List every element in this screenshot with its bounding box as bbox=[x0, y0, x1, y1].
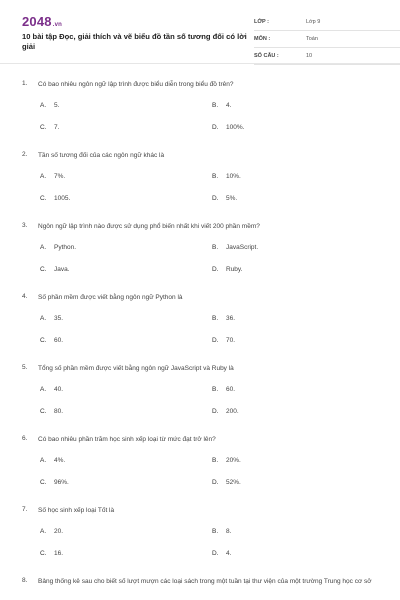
question-number: 7. bbox=[22, 506, 28, 513]
answer-option[interactable] bbox=[40, 337, 63, 344]
meta-row-grade bbox=[254, 16, 400, 31]
answer-option[interactable] bbox=[212, 266, 243, 273]
option-text: Java. bbox=[54, 266, 70, 273]
header-divider bbox=[0, 63, 400, 64]
question-text: Tổng số phần mềm được viết bằng ngôn ngữ JavaScript và Ruby là bbox=[38, 365, 234, 372]
option-text: 36. bbox=[226, 315, 236, 322]
option-text: 4%. bbox=[54, 457, 66, 464]
meta-table bbox=[254, 16, 400, 67]
answer-option[interactable] bbox=[40, 173, 65, 180]
option-text: 4. bbox=[226, 102, 232, 109]
option-letter: C. bbox=[40, 124, 47, 131]
option-letter: B. bbox=[212, 386, 219, 393]
question-number: 1. bbox=[22, 80, 28, 87]
question-text: Bảng thống kê sau cho biết số lượt mượn các loại sách trong một tuần tại thư viện của một trường Trung học cơ sở bbox=[38, 578, 372, 585]
meta-label: SỐ CÂU : bbox=[254, 53, 279, 59]
question-text: Số phần mềm được viết bằng ngôn ngữ Python là bbox=[38, 294, 183, 301]
question-number: 3. bbox=[22, 222, 28, 229]
option-text: 10%. bbox=[226, 173, 241, 180]
option-text: JavaScript. bbox=[226, 244, 259, 251]
option-letter: B. bbox=[212, 173, 219, 180]
answer-option[interactable] bbox=[212, 457, 241, 464]
option-text: 96%. bbox=[54, 479, 69, 486]
option-letter: A. bbox=[40, 315, 47, 322]
logo-domain: .vn bbox=[52, 22, 63, 28]
question-text: Tần số tương đối của các ngôn ngữ khác là bbox=[38, 152, 165, 159]
option-text: 1005. bbox=[54, 195, 71, 202]
meta-label: MÔN : bbox=[254, 36, 271, 42]
option-text: 7%. bbox=[54, 173, 66, 180]
option-text: 100%. bbox=[226, 124, 245, 131]
question-text: Có bao nhiêu phần trăm học sinh xếp loại từ mức đạt trở lên? bbox=[38, 436, 216, 443]
answer-option[interactable] bbox=[40, 195, 70, 202]
question-text: Có bao nhiêu ngôn ngữ lập trình được biểu diễn trong biểu đồ trên? bbox=[38, 81, 234, 88]
answer-option[interactable] bbox=[40, 550, 63, 557]
page-title: 10 bài tập Đọc, giải thích và vẽ biểu đồ tần số tương đối có lời giải bbox=[22, 32, 247, 51]
answer-option[interactable] bbox=[40, 408, 63, 415]
worksheet-header bbox=[22, 14, 382, 58]
option-letter: D. bbox=[212, 195, 219, 202]
option-letter: B. bbox=[212, 102, 219, 109]
option-text: 20%. bbox=[226, 457, 241, 464]
answer-option[interactable] bbox=[40, 479, 69, 486]
option-text: 5%. bbox=[226, 195, 238, 202]
answer-option[interactable] bbox=[212, 386, 235, 393]
question-number: 6. bbox=[22, 435, 28, 442]
option-letter: D. bbox=[212, 124, 219, 131]
option-letter: A. bbox=[40, 102, 47, 109]
option-letter: D. bbox=[212, 266, 219, 273]
option-letter: C. bbox=[40, 266, 47, 273]
option-text: Ruby. bbox=[226, 266, 243, 273]
answer-option[interactable] bbox=[40, 102, 59, 109]
meta-label: LỚP : bbox=[254, 19, 269, 25]
option-letter: A. bbox=[40, 244, 47, 251]
answer-option[interactable] bbox=[212, 124, 244, 131]
option-text: Python. bbox=[54, 244, 77, 251]
option-letter: A. bbox=[40, 528, 47, 535]
option-text: 60. bbox=[54, 337, 64, 344]
option-letter: B. bbox=[212, 315, 219, 322]
meta-value: Toán bbox=[306, 36, 318, 42]
option-text: 4. bbox=[226, 550, 232, 557]
answer-option[interactable] bbox=[212, 173, 241, 180]
answer-option[interactable] bbox=[40, 124, 59, 131]
option-text: 8. bbox=[226, 528, 232, 535]
option-letter: B. bbox=[212, 528, 219, 535]
question-number: 5. bbox=[22, 364, 28, 371]
meta-value: 10 bbox=[306, 53, 313, 59]
answer-option[interactable] bbox=[40, 244, 76, 251]
site-logo[interactable] bbox=[22, 14, 62, 29]
question-number: 4. bbox=[22, 293, 28, 300]
answer-option[interactable] bbox=[212, 479, 241, 486]
meta-value: Lớp 9 bbox=[306, 19, 321, 25]
meta-row-subject bbox=[254, 33, 400, 48]
option-text: 16. bbox=[54, 550, 64, 557]
option-letter: C. bbox=[40, 479, 47, 486]
option-letter: C. bbox=[40, 408, 47, 415]
answer-option[interactable] bbox=[212, 528, 231, 535]
answer-option[interactable] bbox=[212, 550, 231, 557]
option-letter: D. bbox=[212, 337, 219, 344]
answer-option[interactable] bbox=[212, 102, 231, 109]
answer-option[interactable] bbox=[40, 266, 70, 273]
option-text: 5. bbox=[54, 102, 60, 109]
option-letter: C. bbox=[40, 550, 47, 557]
answer-option[interactable] bbox=[40, 457, 65, 464]
logo-text: 2048 bbox=[22, 14, 52, 29]
option-letter: D. bbox=[212, 550, 219, 557]
answer-option[interactable] bbox=[212, 195, 237, 202]
option-letter: C. bbox=[40, 337, 47, 344]
answer-option[interactable] bbox=[212, 315, 235, 322]
option-text: 70. bbox=[226, 337, 236, 344]
answer-option[interactable] bbox=[40, 386, 63, 393]
option-text: 200. bbox=[226, 408, 239, 415]
option-text: 40. bbox=[54, 386, 64, 393]
question-number: 2. bbox=[22, 151, 28, 158]
answer-option[interactable] bbox=[212, 337, 235, 344]
answer-option[interactable] bbox=[212, 408, 239, 415]
option-letter: D. bbox=[212, 479, 219, 486]
option-text: 20. bbox=[54, 528, 64, 535]
option-letter: D. bbox=[212, 408, 219, 415]
option-text: 7. bbox=[54, 124, 60, 131]
option-letter: A. bbox=[40, 173, 47, 180]
option-letter: A. bbox=[40, 386, 47, 393]
option-letter: B. bbox=[212, 244, 219, 251]
answer-option[interactable] bbox=[40, 315, 63, 322]
option-letter: A. bbox=[40, 457, 47, 464]
question-number: 8. bbox=[22, 577, 28, 584]
answer-option[interactable] bbox=[212, 244, 258, 251]
question-text: Ngôn ngữ lập trình nào được sử dụng phổ biến nhất khi viết 200 phần mềm? bbox=[38, 223, 260, 230]
option-text: 60. bbox=[226, 386, 236, 393]
option-text: 52%. bbox=[226, 479, 241, 486]
option-letter: C. bbox=[40, 195, 47, 202]
question-text: Số học sinh xếp loại Tốt là bbox=[38, 507, 115, 514]
option-text: 80. bbox=[54, 408, 64, 415]
answer-option[interactable] bbox=[40, 528, 63, 535]
option-text: 35. bbox=[54, 315, 64, 322]
option-letter: B. bbox=[212, 457, 219, 464]
